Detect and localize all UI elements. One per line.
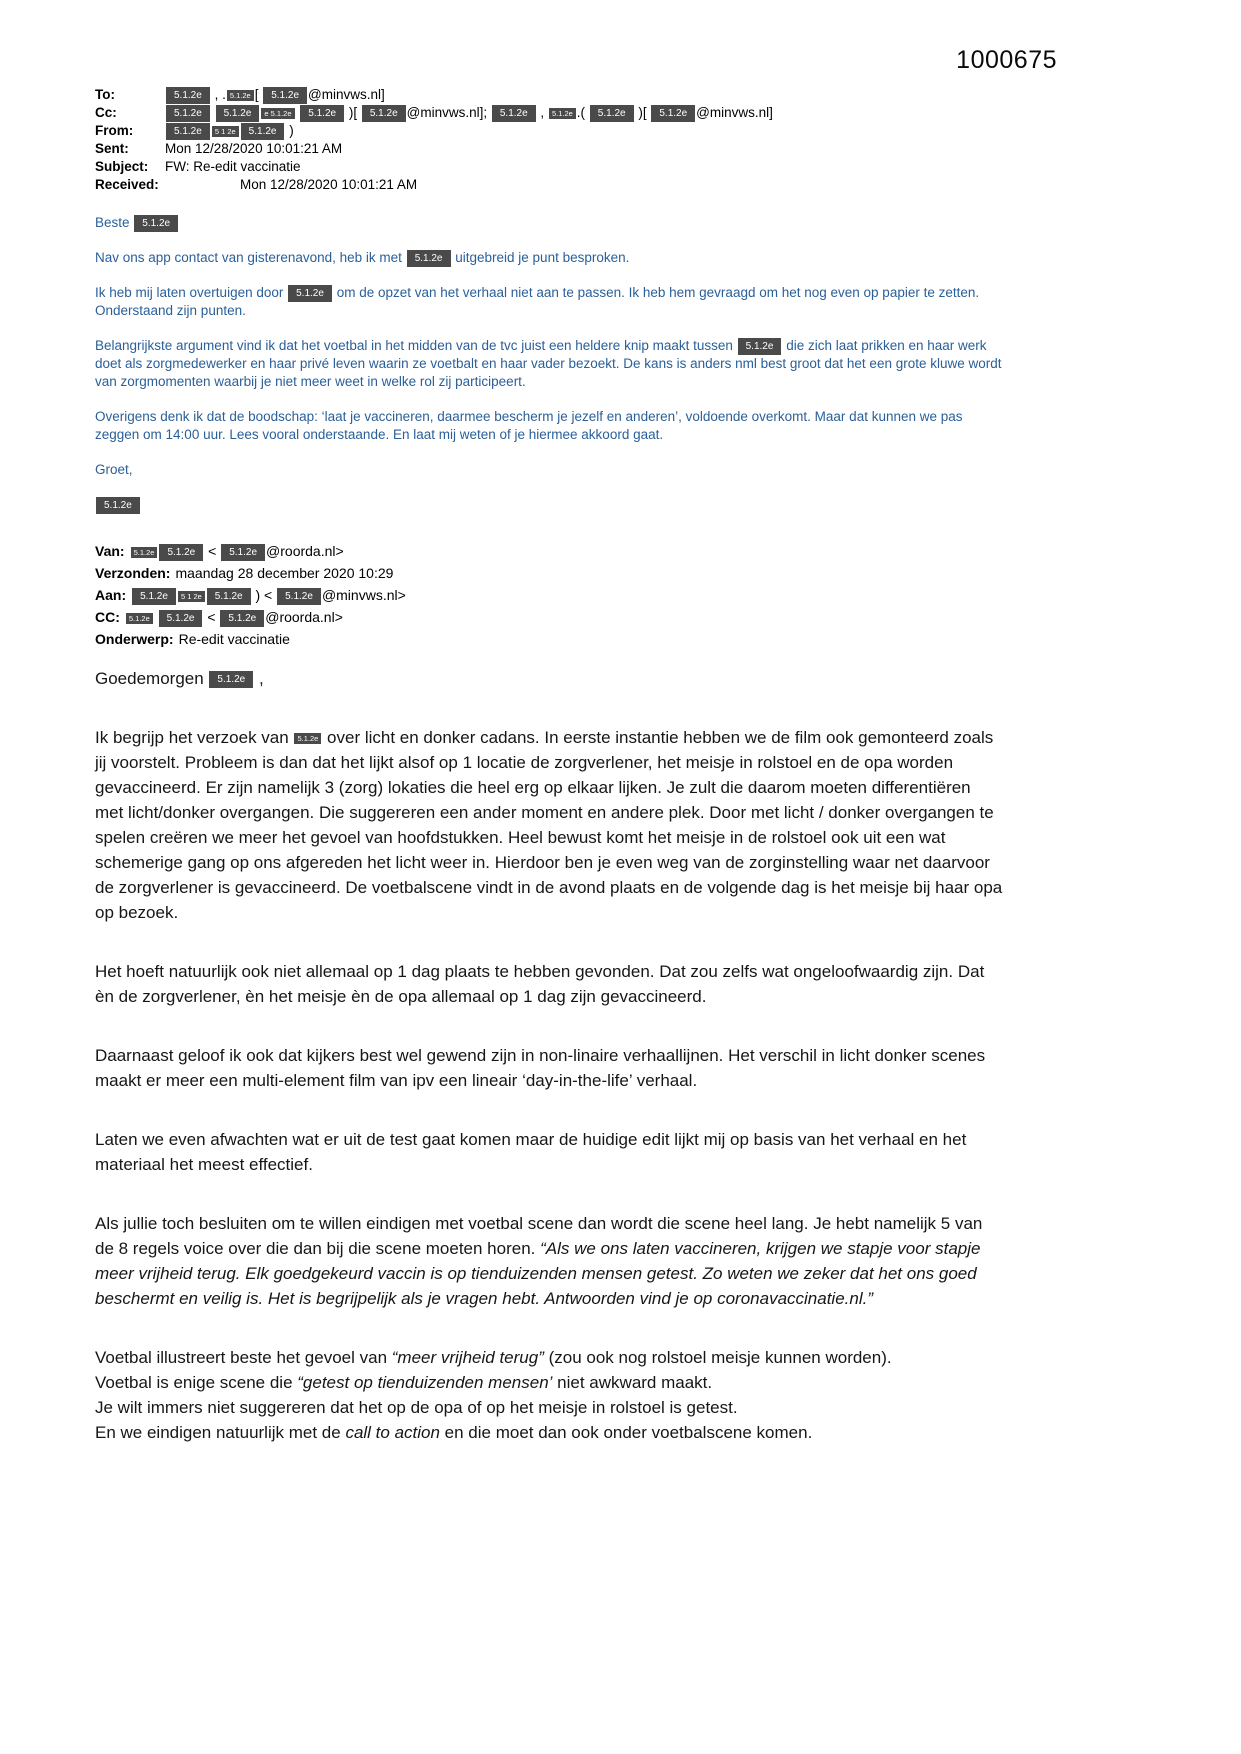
redaction-box: 5.1.2e: [159, 610, 203, 627]
header-row: [95, 628, 1003, 650]
email-body-outer: [95, 214, 1003, 514]
paragraph: Beste 5.1.2e: [95, 214, 1003, 232]
header-field-value: 5.1.2e 5.1.2e < 5.1.2e @roorda.nl>: [130, 543, 344, 559]
paragraph: Het hoeft natuurlijk ook niet allemaal op 1 dag plaats te hebben gevonden. Dat zou zelfs wat ongeloofwaardig zijn. Dat èn de zorgverlener, èn het meisje èn de opa allemaal op 1 dag zijn gevaccineerd.: [95, 962, 985, 1006]
redaction-box: 5.1.2e: [549, 108, 576, 119]
header-field-label: Onderwerp:: [95, 631, 174, 647]
header-field-label: CC:: [95, 609, 120, 625]
redaction-box: 5 1 2e: [212, 126, 239, 137]
header-field-label: Van:: [95, 543, 125, 559]
redaction-box: 5.1.2e: [651, 105, 695, 122]
redaction-box: 5.1.2e: [207, 588, 251, 605]
redaction-box: 5.1.2e: [288, 285, 332, 302]
paragraph: Je wilt immers niet suggereren dat het op de opa of op het meisje in rolstoel is getest.: [95, 1398, 738, 1417]
paragraph: Ik heb mij laten overtuigen door 5.1.2e om de opzet van het verhaal niet aan te passen. Ik heb hem gevraagd om het nog even op papier te zetten. Onderstaand zijn punten.: [95, 285, 980, 318]
redaction-box: 5.1.2e: [492, 105, 536, 122]
header-field-label: Received:: [95, 177, 159, 192]
redaction-box: 5.1.2e: [407, 250, 451, 267]
header-field-label: From:: [95, 123, 134, 138]
header-row: [95, 104, 1003, 122]
redaction-box: 5.1.2e: [166, 123, 210, 140]
redaction-box: 5.1.2e: [159, 544, 203, 561]
paragraph: Als jullie toch besluiten om te willen eindigen met voetbal scene dan wordt die scene heel lang. Je hebt namelijk 5 van de 8 regels voice over die dan bij die scene moeten horen. “Als we ons laten vaccineren, krijgen we stapje voor stapje meer vrijheid terug. Elk goedgekeurd vaccin is op tienduizenden mensen getest. Zo weten we zeker dat het ons goed beschermt en veilig is. Het is begrijpelijk als je vragen hebt. Antwoorden vind je op coronavaccinatie.nl.”: [95, 1214, 983, 1308]
redaction-box: 5.1.2e: [216, 105, 260, 122]
redaction-box: 5.1.2e: [227, 90, 254, 101]
paragraph: Voetbal illustreert beste het gevoel van “meer vrijheid terug” (zou ook nog rolstoel meisje kunnen worden).: [95, 1348, 892, 1367]
header-row: [95, 584, 1003, 606]
email-header-outer: [95, 86, 1003, 194]
header-field-value: 5.1.2e 5.1.2e e 5.1.2e 5.1.2e )[ 5.1.2e @minvws.nl]; 5.1.2e , 5.1.2e .( 5.1.2e )[ 5.1.2e @minvws.nl]: [165, 105, 773, 120]
emphasis-text: “Als we ons laten vaccineren, krijgen we stapje voor stapje meer vrijheid terug. Elk goedgekeurd vaccin is op tienduizenden mensen getest. Zo weten we zeker dat het ons goed beschermt en veilig is. Het is begrijpelijk als je vragen hebt. Antwoorden vind je op coronavaccinatie.nl.”: [95, 1239, 981, 1308]
header-field-value: 5.1.2e 5 1 2e 5.1.2e ) < 5.1.2e @minvws.nl>: [131, 587, 406, 603]
header-row: [95, 140, 1003, 158]
header-field-label: Verzonden:: [95, 565, 171, 581]
paragraph: Laten we even afwachten wat er uit de test gaat komen maar de huidige edit lijkt mij op basis van het verhaal en het materiaal het meest effectief.: [95, 1130, 967, 1174]
paragraph: Daarnaast geloof ik ook dat kijkers best wel gewend zijn in non-linaire verhaallijnen. Het verschil in licht donker scenes maakt er meer een multi-element film van ipv een lineair ‘day-in-the-life’ verhaal.: [95, 1046, 986, 1090]
redaction-box: 5.1.2e: [126, 613, 153, 624]
redaction-box: 5.1.2e: [263, 87, 307, 104]
redaction-box: 5.1.2e: [131, 547, 158, 558]
redaction-box: 5.1.2e: [132, 588, 176, 605]
header-row: [95, 158, 1003, 176]
paragraph: Belangrijkste argument vind ik dat het voetbal in het midden van de tvc juist een heldere knip maakt tussen 5.1.2e die zich laat prikken en haar werk doet als zorgmedewerker en haar privé leven waarin ze voetbalt en haar vader bezoekt. De kans is anders nml best groot dat het een grote kluwe wordt van zorgmomenten waarbij je niet meer weet in welke rol zij participeert.: [95, 338, 1002, 389]
header-field-value: 5.1.2e 5 1 2e 5.1.2e ): [165, 123, 294, 138]
paragraph: Voetbal is enige scene die “getest op tienduizenden mensen’ niet awkward maakt.: [95, 1373, 713, 1392]
redaction-box: 5.1.2e: [220, 610, 264, 627]
header-field-label: Sent:: [95, 141, 129, 156]
header-field-value: Re-edit vaccinatie: [178, 631, 290, 647]
header-field-value: 5.1.2e , . 5.1.2e [ 5.1.2e @minvws.nl]: [165, 87, 385, 102]
header-field-label: Subject:: [95, 159, 149, 174]
header-field-value: 5.1.2e 5.1.2e < 5.1.2e @roorda.nl>: [125, 609, 343, 625]
header-row: [95, 540, 1003, 562]
redaction-box: 5.1.2e: [166, 87, 210, 104]
redaction-box: 5.1.2e: [221, 544, 265, 561]
header-field-value: FW: Re-edit vaccinatie: [165, 159, 301, 174]
paragraph: [95, 496, 1003, 514]
header-row: [95, 176, 1003, 194]
header-field-label: Aan:: [95, 587, 127, 603]
redaction-box: 5.1.2e: [590, 105, 634, 122]
header-field-value: maandag 28 december 2020 10:29: [175, 565, 394, 581]
redaction-box: e 5.1.2e: [261, 108, 294, 119]
document-content: [95, 86, 1003, 1445]
header-field-value: Mon 12/28/2020 10:01:21 AM: [165, 141, 343, 156]
redaction-box: 5.1.2e: [134, 215, 178, 232]
document-number: 1000675: [956, 46, 1057, 74]
header-row: [95, 606, 1003, 628]
redaction-box: 5.1.2e: [209, 671, 253, 688]
paragraph: Ik begrijp het verzoek van 5.1.2e over licht en donker cadans. In eerste instantie hebben we de film ook gemonteerd zoals jij voorstelt. Probleem is dan dat het lijkt alsof op 1 locatie de zorgverlener, het meisje in rolstoel en de opa worden gevaccineerd. Er zijn namelijk 3 (zorg) lokaties die heel erg op elkaar lijken. Je zult die daarom moeten differentiëren met licht/donker overgangen. Die suggereren een ander moment en andere plek. Door met licht / donker overgangen te spelen creëren we meer het gevoel van hoofdstukken. Heel bewust komt het meisje in de rolstoel ook uit een wat schemerige gang op ons afgereden het licht weer in. Hierdoor ben je even weg van de zorginstelling waar net daarvoor de zorgverlener is gevaccineerd. De voetbalscene vindt in de avond plaats en de volgende dag is het meisje bij haar opa op bezoek.: [95, 728, 1003, 922]
redaction-box: 5 1 2e: [178, 591, 205, 602]
paragraph: Goedemorgen 5.1.2e ,: [95, 669, 264, 688]
header-field-label: Cc:: [95, 105, 117, 120]
redaction-box: 5.1.2e: [738, 338, 782, 355]
redaction-box: 5.1.2e: [166, 105, 210, 122]
paragraph: Groet,: [95, 462, 133, 477]
header-row: [95, 86, 1003, 104]
paragraph: Nav ons app contact van gisterenavond, heb ik met 5.1.2e uitgebreid je punt besproken.: [95, 250, 630, 265]
redaction-box: 5.1.2e: [96, 497, 140, 514]
redaction-box: 5.1.2e: [277, 588, 321, 605]
emphasis-text: “getest op tienduizenden mensen’: [297, 1373, 553, 1392]
paragraph: Overigens denk ik dat de boodschap: ‘laat je vaccineren, daarmee bescherm je jezelf en anderen’, voldoende overkomt. Maar dat kunnen we pas zeggen om 14:00 uur. Lees vooral onderstaande. En laat mij weten of je hiermee akkoord gaat.: [95, 409, 963, 442]
header-row: [95, 122, 1003, 140]
redaction-box: 5.1.2e: [241, 123, 285, 140]
emphasis-text: “meer vrijheid terug”: [391, 1348, 544, 1367]
emphasis-text: call to action: [345, 1423, 440, 1442]
redaction-box: 5.1.2e: [294, 733, 321, 744]
header-row: [95, 562, 1003, 584]
redaction-box: 5.1.2e: [300, 105, 344, 122]
email-body-quoted: [95, 666, 1003, 1445]
redaction-box: 5.1.2e: [362, 105, 406, 122]
header-field-label: To:: [95, 87, 115, 102]
paragraph: En we eindigen natuurlijk met de call to action en die moet dan ook onder voetbalscene komen.: [95, 1423, 813, 1442]
email-header-quoted: [95, 540, 1003, 650]
header-field-value: Mon 12/28/2020 10:01:21 AM: [240, 177, 418, 192]
